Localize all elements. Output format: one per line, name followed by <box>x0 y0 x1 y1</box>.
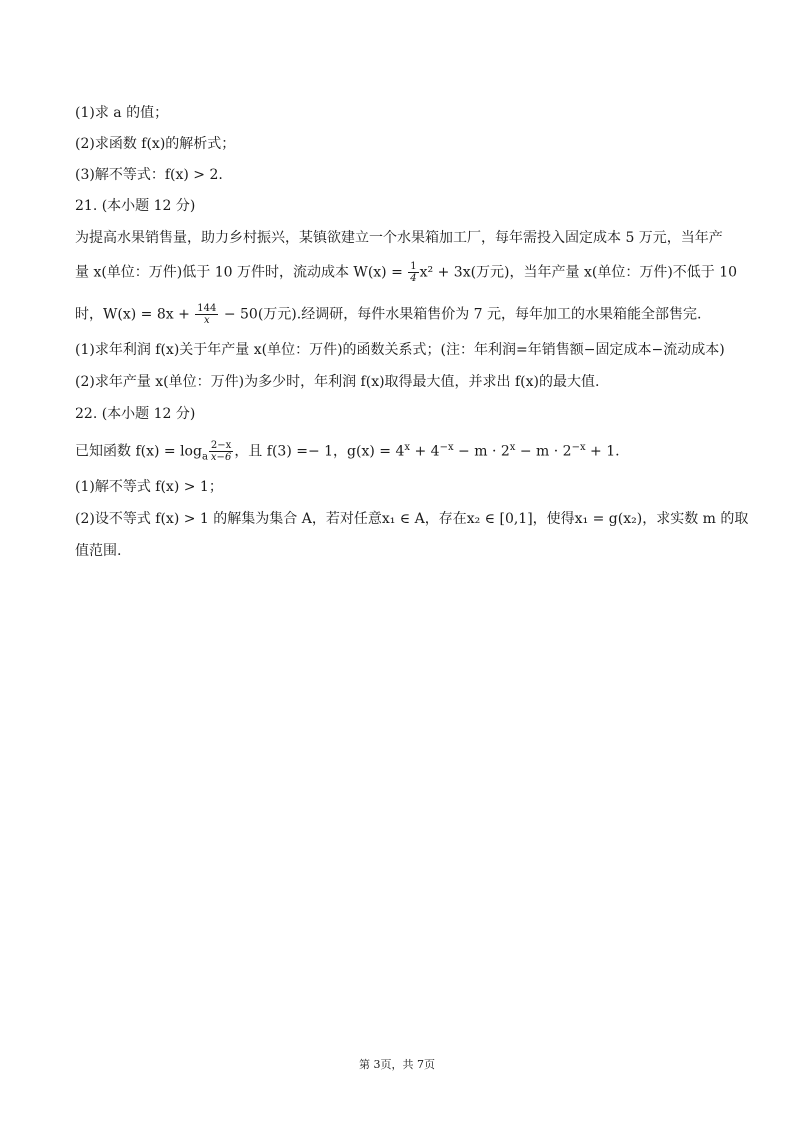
question-21-part-1: (1)求年利润 f(x)关于年产量 x(单位：万件)的函数关系式；(注：年利润=年销售额−固定成本−流动成本) <box>75 342 725 358</box>
text-segment: + 1. <box>585 443 620 460</box>
text-segment: 时，W(x) = 8x + <box>75 306 195 323</box>
fraction <box>408 261 418 284</box>
question-20-part-2: (2)求函数 f(x)的解析式； <box>75 136 236 152</box>
fraction-numerator: 2−x <box>210 440 232 451</box>
question-22-part-2-continued: 值范围. <box>75 543 122 559</box>
text-segment: − m · 2 <box>453 443 510 460</box>
fraction-denominator: x <box>204 315 210 326</box>
fraction-denominator: x−6 <box>210 452 232 463</box>
exponent: x <box>404 441 411 453</box>
exponent: x <box>509 441 516 453</box>
question-21-part-2: (2)求年产量 x(单位：万件)为多少时，年利润 f(x)取得最大值，并求出 f(x)的最大值. <box>75 374 600 390</box>
text-segment: ，且 f(3) =− 1，g(x) = 4 <box>234 443 405 460</box>
question-20-part-1: (1)求 a 的值； <box>75 105 169 121</box>
log-base: a <box>201 451 208 463</box>
text-segment: + 4 <box>410 443 440 460</box>
question-22-heading: 22. (本小题 12 分) <box>75 406 196 422</box>
text-segment: 已知函数 f(x) = log <box>75 443 202 460</box>
fraction <box>195 303 218 326</box>
question-21-text-line-3 <box>75 303 701 326</box>
fraction-numerator: 144 <box>197 303 217 314</box>
text-segment: x² + 3x(万元)，当年产量 x(单位：万件)不低于 10 <box>419 264 738 281</box>
exponent: −x <box>571 441 586 453</box>
fraction <box>209 440 233 463</box>
text-segment: − m · 2 <box>515 443 572 460</box>
text-segment: 量 x(单位：万件)低于 10 万件时，流动成本 W(x) = <box>75 264 408 281</box>
question-22-text-line-1 <box>75 440 620 463</box>
question-21-text-line-1: 为提高水果销售量，助力乡村振兴，某镇欲建立一个水果箱加工厂，每年需投入固定成本 5 万元，当年产 <box>75 230 723 246</box>
text-segment: − 50(万元).经调研，每件水果箱售价为 7 元，每年加工的水果箱能全部售完. <box>219 306 702 323</box>
question-21-heading: 21. (本小题 12 分) <box>75 198 196 214</box>
fraction-numerator: 1 <box>410 261 417 272</box>
question-22-part-2: (2)设不等式 f(x) > 1 的解集为集合 A，若对任意x₁ ∈ A，存在x₂ ∈ [0,1]，使得x₁ = g(x₂)，求实数 m 的取 <box>75 511 749 527</box>
question-20-part-3: (3)解不等式：f(x) > 2. <box>75 167 223 183</box>
exponent: −x <box>439 441 454 453</box>
fraction-denominator: 4 <box>410 273 417 284</box>
question-22-part-1: (1)解不等式 f(x) > 1； <box>75 479 223 495</box>
question-21-text-line-2 <box>75 261 737 284</box>
page-number-footer: 第 3页，共 7页 <box>359 1058 435 1071</box>
